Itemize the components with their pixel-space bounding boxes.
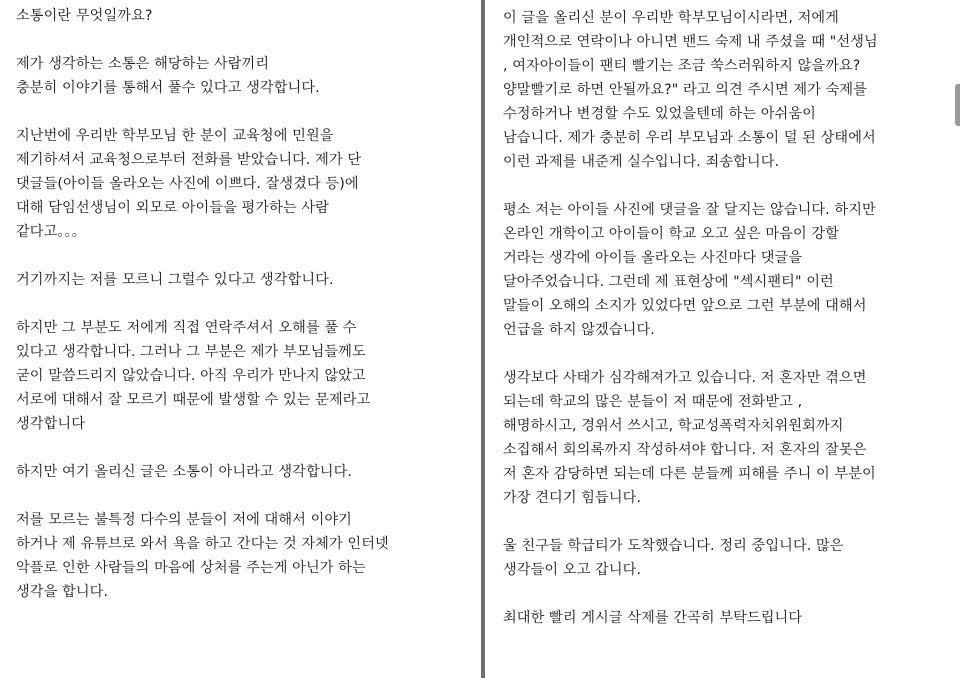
text-line: 양말빨기로 하면 안될까요?" 라고 의견 주시면 제가 숙제를: [503, 82, 868, 98]
text-line: 평소 저는 아이들 사진에 댓글을 잘 달지는 않습니다. 하지만: [503, 202, 876, 218]
text-line: 대해 담임선생님이 외모로 아이들을 평가하는 사람: [16, 200, 329, 216]
text-line: 하지만 여기 올리신 글은 소통이 아니라고 생각합니다.: [16, 464, 352, 480]
text-line: 충분히 이야기를 통해서 풀수 있다고 생각합니다.: [16, 80, 320, 96]
text-line: 가장 견디기 힘듭니다.: [503, 490, 642, 506]
text-line: [16, 436, 473, 460]
text-line: 말들이 오해의 소지가 있었다면 앞으로 그런 부분에 대해서: [503, 298, 867, 314]
text-line: 남습니다. 제가 충분히 우리 부모님과 소통이 덜 된 상태에서: [503, 130, 876, 146]
text-line: 굳이 말씀드리지 않았습니다. 아직 우리가 만나지 않았고: [16, 368, 366, 384]
text-line: 저 혼자 감당하면 되는데 다른 분들께 피해를 주니 이 부분이: [503, 466, 876, 482]
text-line: 최대한 빨리 게시글 삭제를 간곡히 부탁드립니다: [503, 610, 803, 626]
text-line: 생각들이 오고 갑니다.: [503, 562, 642, 578]
text-line: [503, 342, 952, 366]
text-line: 생각합니다: [16, 416, 86, 432]
text-line: 이런 과제를 내준게 실수입니다. 죄송합니다.: [503, 154, 780, 170]
text-line: 울 친구들 학급티가 도착했습니다. 정리 중입니다. 많은: [503, 538, 844, 554]
text-line: 해명하시고, 경위서 쓰시고, 학교성폭력자치위원회까지: [503, 418, 844, 434]
text-line: [503, 174, 952, 198]
text-line: 달아주었습니다. 그런데 제 표현상에 "섹시팬티" 이런: [503, 274, 834, 290]
text-line: 생각을 합니다.: [16, 584, 109, 600]
text-line: 제가 생각하는 소통은 해당하는 사람끼리: [16, 56, 270, 72]
text-line: [16, 28, 473, 52]
text-line: [16, 100, 473, 124]
text-line: [16, 244, 473, 268]
text-line: 있다고 생각합니다. 그러나 그 부분은 제가 부모님들께도: [16, 344, 366, 360]
text-line: 악플로 인한 사람들의 마음에 상처를 주는게 아닌가 하는: [16, 560, 366, 576]
text-line: 지난번에 우리반 학부모님 한 분이 교육청에 민원을: [16, 128, 334, 144]
left-page-text: [0, 4, 481, 604]
right-page-text: [485, 6, 960, 630]
text-line: 소통이란 무엇일까요?: [16, 8, 153, 24]
text-line: [16, 484, 473, 508]
text-line: 같다고。。。: [16, 224, 87, 240]
text-line: 생각보다 사태가 심각해져가고 있습니다. 저 혼자만 겪으면: [503, 370, 867, 386]
text-line: 개인적으로 연락이나 아니면 밴드 숙제 내 주셨을 때 "선생님: [503, 34, 878, 50]
text-line: 되는데 학교의 많은 분들이 저 때문에 전화받고 ,: [503, 394, 803, 410]
text-line: 서로에 대해서 잘 모르기 때문에 발생할 수 있는 문제라고: [16, 392, 371, 408]
text-line: [503, 510, 952, 534]
text-line: 제기하셔서 교육청으로부터 전화를 받았습니다. 제가 단: [16, 152, 362, 168]
text-line: 언급을 하지 않겠습니다.: [503, 322, 655, 338]
text-line: 소집해서 회의록까지 작성하셔야 합니다. 저 혼자의 잘못은: [503, 442, 867, 458]
scroll-handle[interactable]: [955, 84, 960, 126]
text-line: 하지만 그 부분도 저에게 직접 연락주셔서 오해를 풀 수: [16, 320, 357, 336]
text-line: 거기까지는 저를 모르니 그럴수 있다고 생각합니다.: [16, 272, 334, 288]
text-line: 댓글들(아이들 올라오는 사진에 이쁘다. 잘생겼다 등)에: [16, 176, 359, 192]
right-page: [485, 0, 960, 678]
text-line: 이 글을 올리신 분이 우리반 학부모님이시라면, 저에게: [503, 10, 839, 26]
text-line: 거라는 생각에 아이들 올라오는 사진마다 댓글을: [503, 250, 803, 266]
text-line: [16, 292, 473, 316]
text-line: , 여자아이들이 팬티 빨기는 조금 쑥스러워하지 않을까요?: [503, 58, 861, 74]
text-line: 온라인 개학이고 아이들이 학교 오고 싶은 마음이 강할: [503, 226, 839, 242]
text-line: [503, 582, 952, 606]
text-line: 저를 모르는 불특정 다수의 분들이 저에 대해서 이야기: [16, 512, 352, 528]
text-line: 수정하거나 변경할 수도 있었을텐데 하는 아쉬움이: [503, 106, 816, 122]
text-line: 하거나 제 유튜브로 와서 욕을 하고 간다는 것 자체가 인터넷: [16, 536, 389, 552]
